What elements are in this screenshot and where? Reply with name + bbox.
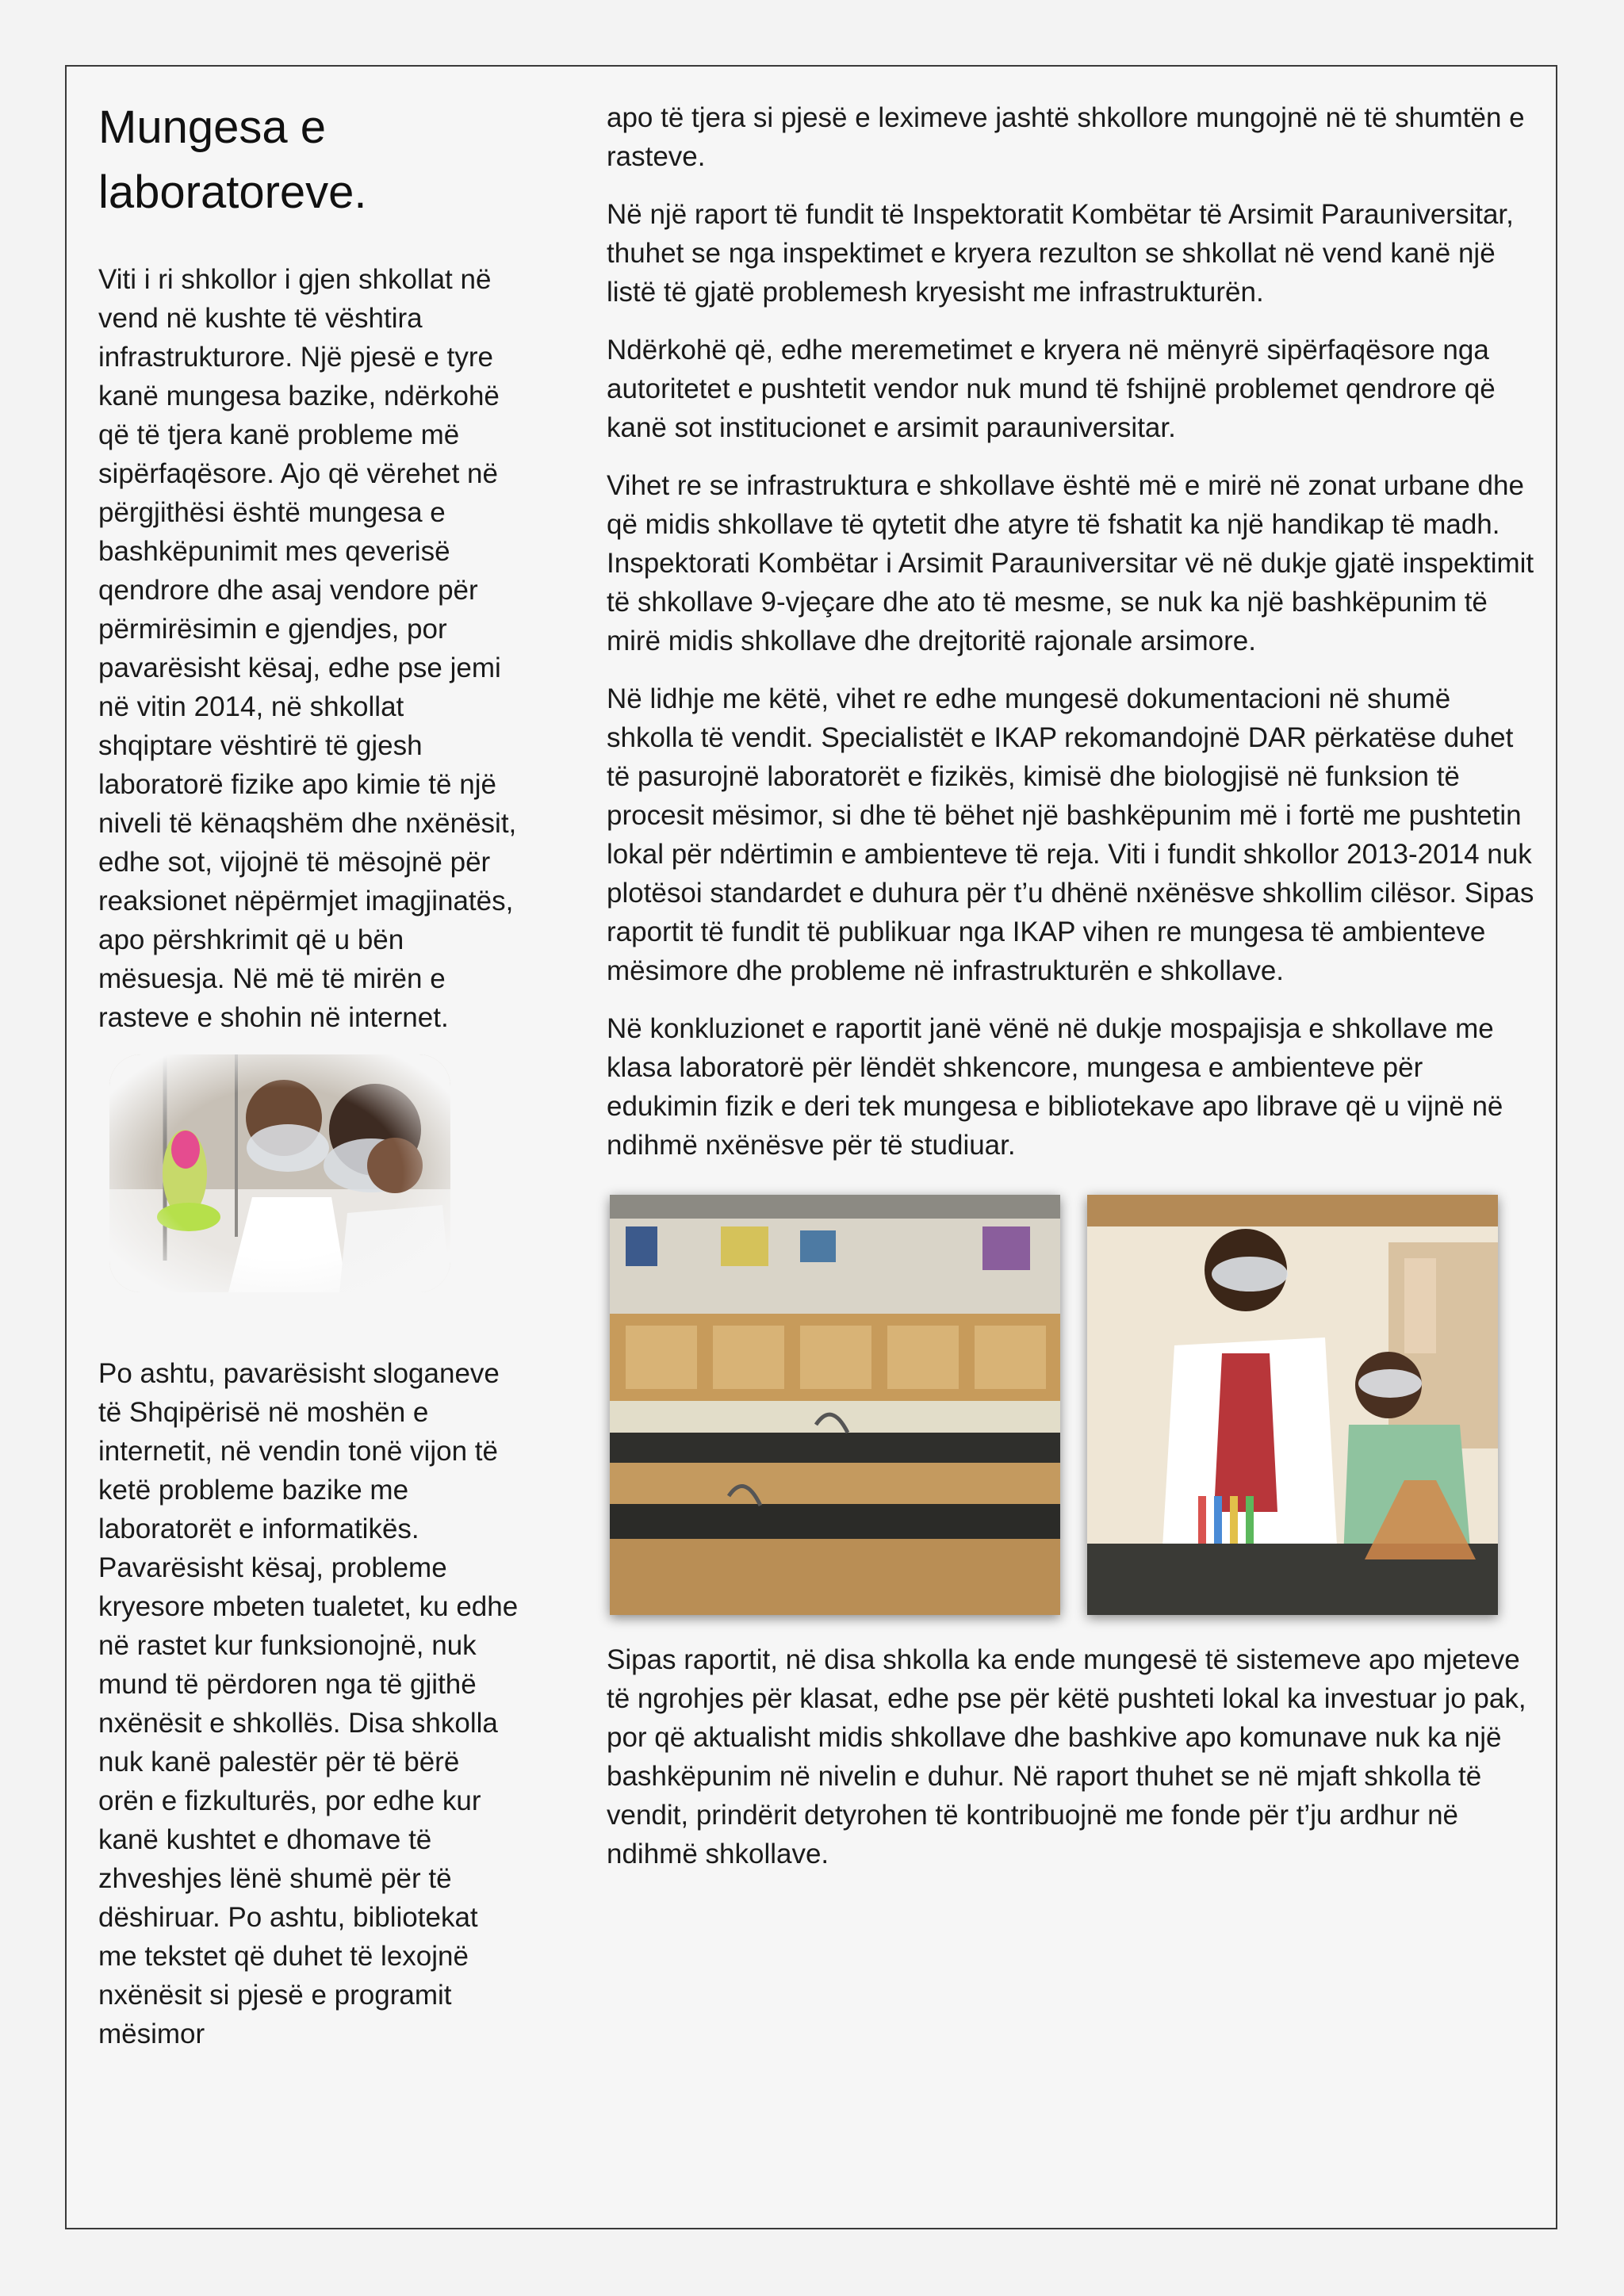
left-paragraph-2: Po ashtu, pavarësisht sloganeve të Shqipërisë në moshën e internetit, në vendin tonë vijon të ketë probleme bazike me laboratorët e informatikës. Pavarësisht kësaj, probleme kryesore mbeten tualetet, ku edhe në rastet kur funksionojnë, nuk mund të përdoren nga të gjithë nxënësit e shkollës. Disa shkolla nuk kanë palestër për të bërë orën e fizkulturës, por edhe kur kanë kushtet e dhomave të zhveshjes lënë shumë për të dëshiruar. Po ashtu, bibliotekat me tekstet që duhet të lexojnë nxënësit si pjesë e programit mësimor bbox=[98, 1358, 519, 2049]
teacher-photo-illustration bbox=[1087, 1195, 1498, 1615]
right-paragraph-1: apo të tjera si pjesë e leximeve jashtë shkollore mungojnë në të shumtën e rasteve. bbox=[607, 102, 1525, 172]
school-lab-photo bbox=[610, 1195, 1060, 1615]
right-column bbox=[607, 98, 1534, 1892]
left-paragraph-1: Viti i ri shkollor i gjen shkollat në vend në kushte të vështira infrastrukturore. Një pjesë e tyre kanë mungesa bazike, ndërkohë që të tjera kanë probleme më sipërfaqësore. Ajo që vërehet në përgjithësi është mungesa e bashkëpunimit mes qeverisë qendrore dhe asaj vendore për përmirësimin e gjendjes, por pavarësisht kësaj, edhe pse jemi në vitin 2014, në shkollat shqiptare vështirë të gjesh laboratorë fizike apo kimie të një niveli të kënaqshëm dhe nxënësit, edhe sot, vijojnë të mësojnë për reaksionet nëpërmjet imagjinatës, apo përshkrimit që u bën mësuesja. Në më të mirën e rasteve e shohin në internet. bbox=[98, 264, 517, 1033]
right-paragraph-7: Sipas raportit, në disa shkolla ka ende mungesë të sistemeve apo mjeteve të ngrohjes për klasat, edhe pse për këtë pushteti lokal ka investuar jo pak, por që aktualisht midis shkollave dhe bashkive apo komunave nuk ka një bashkëpunim në nivelin e duhur. Në raport thuhet se në mjaft shkolla të vendit, prindërit detyrohen të kontribuojnë me fonde për t’ju ardhur në ndihmë shkollave. bbox=[607, 1644, 1526, 1869]
right-paragraph-2: Në një raport të fundit të Inspektoratit Kombëtar të Arsimit Parauniversitar, thuhet se nga inspektimet e kryera rezulton se shkollat në vend kanë një listë të gjatë problemesh kryesisht me infrastrukturën. bbox=[607, 199, 1514, 308]
article-title: Mungesa e laboratoreve. bbox=[98, 101, 367, 218]
right-paragraph-4: Vihet re se infrastruktura e shkollave është më e mirë në zonat urbane dhe që midis shkollave të qytetit dhe atyre të fshatit ka një handikap të madh. Inspektorati Kombëtar i Arsimit Parauniversitar vë në dukje gjatë inspektimit të shkollave 9-vjeçare dhe ato të mesme, se nuk ka një bashkëpunim të mirë midis shkollave dhe drejtoritë rajonale arsimore. bbox=[607, 470, 1534, 656]
photo-row bbox=[607, 1195, 1534, 1617]
right-paragraph-3: Ndërkohë që, edhe meremetimet e kryera në mënyrë sipërfaqësore nga autoritetet e pushtetit vendor nuk mund të fshijnë problemet qendrore që kanë sot institucionet e arsimit parauniversitar. bbox=[607, 335, 1496, 443]
left-column bbox=[98, 95, 520, 2053]
right-paragraph-6: Në konkluzionet e raportit janë vënë në dukje mospajisja e shkollave me klasa laboratorë për lëndët shkencore, mungesa e ambienteve për edukimin fizik e deri tek mungesa e bibliotekave apo librave që u vijnë në ndihmë nxënësve për të studiuar. bbox=[607, 1013, 1503, 1161]
students-lab-photo bbox=[109, 1054, 450, 1292]
students-photo-illustration bbox=[109, 1054, 450, 1292]
lab-photo-illustration bbox=[610, 1195, 1060, 1615]
right-paragraph-5: Në lidhje me këtë, vihet re edhe mungesë dokumentacioni në shumë shkolla të vendit. Specialistët e IKAP rekomandojnë DAR përkatëse duhet të pasurojnë laboratorët e fizikës, kimisë dhe biologjisë në funksion të procesit mësimor, si dhe të bëhet një bashkëpunim më i fortë me pushtetin lokal për ndërtimin e ambienteve të reja. Viti i fundit shkollor 2013-2014 nuk plotësoi standardet e duhura për t’u dhënë nxënësve shkollim cilësor. Sipas raportit të fundit të publikuar nga IKAP vihen re mungesa të ambienteve mësimore dhe probleme në infrastrukturën e shkollave. bbox=[607, 683, 1534, 986]
teacher-student-photo bbox=[1087, 1195, 1498, 1615]
